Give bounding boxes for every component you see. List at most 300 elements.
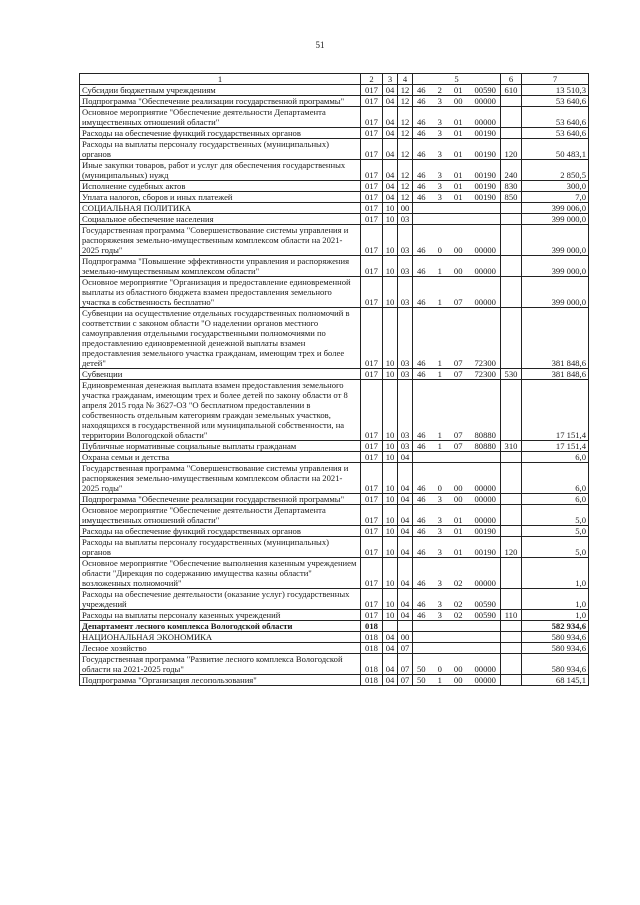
item-name-cell: Расходы на выплаты персоналу государственных (муниципальных) органов xyxy=(80,537,361,558)
target-article-cell xyxy=(413,654,501,675)
department-code-cell: 017 xyxy=(361,505,383,526)
department-code-cell: 017 xyxy=(361,526,383,537)
target-article-cell xyxy=(413,675,501,686)
target-article-cell xyxy=(413,558,501,589)
department-code-cell: 017 xyxy=(361,139,383,160)
target-article-part: 07 xyxy=(453,297,463,307)
expense-type-cell xyxy=(501,277,522,308)
amount-cell: 68 145,1 xyxy=(522,675,589,686)
subsection-code-cell: 03 xyxy=(398,277,413,308)
table-row xyxy=(80,589,589,610)
target-article-part: 46 xyxy=(417,430,426,440)
target-article-part: 3 xyxy=(437,494,442,504)
table-header-row xyxy=(80,74,589,85)
table-row xyxy=(80,96,589,107)
target-article-cell xyxy=(413,537,501,558)
target-article-part: 0 xyxy=(437,664,442,674)
expense-type-cell xyxy=(501,526,522,537)
target-article-part: 46 xyxy=(417,441,426,451)
target-article-code xyxy=(415,149,498,159)
table-row xyxy=(80,85,589,96)
target-article-cell xyxy=(413,139,501,160)
target-article-part: 00000 xyxy=(474,266,496,276)
target-article-cell xyxy=(413,96,501,107)
target-article-cell xyxy=(413,192,501,203)
target-article-cell xyxy=(413,494,501,505)
amount-cell: 580 934,6 xyxy=(522,654,589,675)
target-article-cell xyxy=(413,256,501,277)
subsection-code-cell: 12 xyxy=(398,181,413,192)
target-article-cell xyxy=(413,589,501,610)
target-article-part: 46 xyxy=(417,526,426,536)
target-article-cell xyxy=(413,128,501,139)
target-article-code xyxy=(415,515,498,525)
expense-type-cell xyxy=(501,128,522,139)
section-code-cell: 10 xyxy=(383,369,398,380)
amount-cell: 6,0 xyxy=(522,463,589,494)
target-article-part: 01 xyxy=(453,547,463,557)
item-name-cell: Субвенции на осуществление отдельных государственных полномочий в соответствии с законом области "О наделении органов местного самоуправления отдельными государственными полномочиями по предоставлению единовременной денежной выплаты взамен предоставления земельного участка гражданам, имеющим трех и более детей" xyxy=(80,308,361,369)
target-article-code xyxy=(415,369,498,379)
target-article-part: 46 xyxy=(417,128,426,138)
subsection-code-cell xyxy=(398,621,413,632)
expense-type-cell: 830 xyxy=(501,181,522,192)
target-article-part: 46 xyxy=(417,515,426,525)
target-article-part: 0 xyxy=(437,245,442,255)
amount-cell: 1,0 xyxy=(522,558,589,589)
target-article-part: 3 xyxy=(437,599,442,609)
item-name-cell: Основное мероприятие "Обеспечение деятельности Департамента имущественных отношений области" xyxy=(80,107,361,128)
expense-type-cell xyxy=(501,558,522,589)
target-article-part: 46 xyxy=(417,117,426,127)
expense-type-cell xyxy=(501,654,522,675)
target-article-cell xyxy=(413,380,501,441)
table-row xyxy=(80,505,589,526)
subsection-code-cell: 04 xyxy=(398,558,413,589)
column-header: 4 xyxy=(398,74,413,85)
table-row xyxy=(80,463,589,494)
target-article-part: 3 xyxy=(437,117,442,127)
subsection-code-cell: 04 xyxy=(398,494,413,505)
target-article-part: 46 xyxy=(417,494,426,504)
target-article-part: 01 xyxy=(453,117,463,127)
subsection-code-cell: 04 xyxy=(398,463,413,494)
target-article-code xyxy=(415,664,498,674)
amount-cell: 7,0 xyxy=(522,192,589,203)
subsection-code-cell: 03 xyxy=(398,256,413,277)
amount-cell: 381 848,6 xyxy=(522,308,589,369)
section-code-cell: 10 xyxy=(383,225,398,256)
item-name-cell: Основное мероприятие "Обеспечение деятельности Департамента имущественных отношений области" xyxy=(80,505,361,526)
target-article-part: 46 xyxy=(417,358,426,368)
target-article-part: 0 xyxy=(437,483,442,493)
section-code-cell: 10 xyxy=(383,452,398,463)
item-name-cell: Единовременная денежная выплата взамен предоставления земельного участка гражданам, имеющим трех и более детей по закону области от 8 апреля 2015 года № 3627-ОЗ "О бесплатном предоставлении в собственность отдельным категориям граждан земельных участков, находящихся в государственной или муниципальной собственности, на территории Вологодской области" xyxy=(80,380,361,441)
expense-type-cell xyxy=(501,632,522,643)
target-article-part: 46 xyxy=(417,181,426,191)
table-row xyxy=(80,139,589,160)
subsection-code-cell: 12 xyxy=(398,85,413,96)
section-code-cell: 10 xyxy=(383,610,398,621)
table-row xyxy=(80,128,589,139)
amount-cell: 53 640,6 xyxy=(522,107,589,128)
department-code-cell: 018 xyxy=(361,643,383,654)
target-article-part: 00000 xyxy=(474,578,496,588)
target-article-part: 00000 xyxy=(474,494,496,504)
target-article-part: 2 xyxy=(437,85,442,95)
target-article-part: 07 xyxy=(453,358,463,368)
item-name-cell: Субвенции xyxy=(80,369,361,380)
target-article-code xyxy=(415,483,498,493)
target-article-part: 00 xyxy=(453,664,463,674)
target-article-part: 00590 xyxy=(474,599,496,609)
target-article-part: 00190 xyxy=(474,547,496,557)
amount-cell: 6,0 xyxy=(522,494,589,505)
subsection-code-cell: 00 xyxy=(398,632,413,643)
target-article-part: 07 xyxy=(453,369,463,379)
target-article-cell xyxy=(413,203,501,214)
expense-type-cell: 120 xyxy=(501,139,522,160)
table-row xyxy=(80,369,589,380)
expense-type-cell: 240 xyxy=(501,160,522,181)
subsection-code-cell: 04 xyxy=(398,537,413,558)
subsection-code-cell: 04 xyxy=(398,610,413,621)
target-article-part: 50 xyxy=(417,664,426,674)
subsection-code-cell: 04 xyxy=(398,452,413,463)
section-code-cell: 04 xyxy=(383,192,398,203)
table-row xyxy=(80,160,589,181)
table-row xyxy=(80,643,589,654)
subsection-code-cell: 12 xyxy=(398,107,413,128)
target-article-cell xyxy=(413,181,501,192)
budget-table xyxy=(79,73,589,686)
target-article-part: 1 xyxy=(437,430,442,440)
target-article-cell xyxy=(413,526,501,537)
item-name-cell: Государственная программа "Совершенствование системы управления и распоряжения земельно-имущественным комплексом области на 2021-2025 годы" xyxy=(80,225,361,256)
section-code-cell xyxy=(383,621,398,632)
target-article-part: 00 xyxy=(453,483,463,493)
target-article-part: 02 xyxy=(453,578,463,588)
target-article-part: 1 xyxy=(437,675,442,685)
amount-cell: 17 151,4 xyxy=(522,441,589,452)
expense-type-cell xyxy=(501,380,522,441)
department-code-cell: 017 xyxy=(361,192,383,203)
target-article-part: 46 xyxy=(417,610,426,620)
target-article-part: 01 xyxy=(453,149,463,159)
target-article-part: 00190 xyxy=(474,149,496,159)
subsection-code-cell: 07 xyxy=(398,675,413,686)
section-code-cell: 10 xyxy=(383,494,398,505)
department-code-cell: 017 xyxy=(361,160,383,181)
target-article-part: 3 xyxy=(437,192,442,202)
subsection-code-cell: 04 xyxy=(398,505,413,526)
item-name-cell: Исполнение судебных актов xyxy=(80,181,361,192)
department-code-cell: 018 xyxy=(361,621,383,632)
target-article-part: 00190 xyxy=(474,170,496,180)
target-article-part: 3 xyxy=(437,149,442,159)
target-article-code xyxy=(415,128,498,138)
amount-cell: 399 006,0 xyxy=(522,203,589,214)
table-row xyxy=(80,675,589,686)
department-code-cell: 017 xyxy=(361,225,383,256)
department-code-cell: 018 xyxy=(361,675,383,686)
target-article-part: 00000 xyxy=(474,483,496,493)
amount-cell: 6,0 xyxy=(522,452,589,463)
department-code-cell: 017 xyxy=(361,537,383,558)
subsection-code-cell: 12 xyxy=(398,128,413,139)
target-article-cell xyxy=(413,463,501,494)
target-article-part: 3 xyxy=(437,526,442,536)
target-article-part: 46 xyxy=(417,96,426,106)
amount-cell: 2 850,5 xyxy=(522,160,589,181)
amount-cell: 53 640,6 xyxy=(522,128,589,139)
target-article-part: 1 xyxy=(437,369,442,379)
amount-cell: 50 483,1 xyxy=(522,139,589,160)
target-article-part: 50 xyxy=(417,675,426,685)
target-article-part: 3 xyxy=(437,515,442,525)
expense-type-cell xyxy=(501,214,522,225)
item-name-cell: Субсидии бюджетным учреждениям xyxy=(80,85,361,96)
target-article-part: 07 xyxy=(453,441,463,451)
table-row xyxy=(80,203,589,214)
amount-cell: 580 934,6 xyxy=(522,632,589,643)
target-article-part: 46 xyxy=(417,547,426,557)
target-article-part: 00000 xyxy=(474,664,496,674)
target-article-part: 01 xyxy=(453,181,463,191)
target-article-part: 00590 xyxy=(474,610,496,620)
item-name-cell: Расходы на обеспечение функций государственных органов xyxy=(80,128,361,139)
target-article-cell xyxy=(413,369,501,380)
target-article-part: 46 xyxy=(417,483,426,493)
target-article-part: 00000 xyxy=(474,117,496,127)
table-row xyxy=(80,654,589,675)
department-code-cell: 017 xyxy=(361,181,383,192)
amount-cell: 399 000,0 xyxy=(522,256,589,277)
target-article-part: 00 xyxy=(453,96,463,106)
target-article-part: 72300 xyxy=(474,369,496,379)
item-name-cell: НАЦИОНАЛЬНАЯ ЭКОНОМИКА xyxy=(80,632,361,643)
subsection-code-cell: 04 xyxy=(398,526,413,537)
expense-type-cell xyxy=(501,225,522,256)
item-name-cell: Государственная программа "Развитие лесного комплекса Вологодской области на 2021-2025 годы" xyxy=(80,654,361,675)
item-name-cell: Иные закупки товаров, работ и услуг для обеспечения государственных (муниципальных) нужд xyxy=(80,160,361,181)
target-article-part: 3 xyxy=(437,578,442,588)
target-article-part: 80880 xyxy=(474,430,496,440)
expense-type-cell xyxy=(501,589,522,610)
amount-cell: 582 934,6 xyxy=(522,621,589,632)
target-article-part: 46 xyxy=(417,85,426,95)
page-number: 51 xyxy=(315,40,325,50)
department-code-cell: 017 xyxy=(361,256,383,277)
target-article-part: 07 xyxy=(453,430,463,440)
column-header: 2 xyxy=(361,74,383,85)
target-article-cell xyxy=(413,277,501,308)
section-code-cell: 04 xyxy=(383,632,398,643)
subsection-code-cell: 03 xyxy=(398,441,413,452)
item-name-cell: Департамент лесного комплекса Вологодской области xyxy=(80,621,361,632)
table-row xyxy=(80,214,589,225)
item-name-cell: Государственная программа "Совершенствование системы управления и распоряжения земельно-имущественным комплексом области на 2021-2025 годы" xyxy=(80,463,361,494)
subsection-code-cell: 00 xyxy=(398,203,413,214)
target-article-part: 3 xyxy=(437,610,442,620)
table-row xyxy=(80,181,589,192)
item-name-cell: Подпрограмма "Обеспечение реализации государственной программы" xyxy=(80,96,361,107)
expense-type-cell xyxy=(501,203,522,214)
target-article-code xyxy=(415,526,498,536)
target-article-part: 46 xyxy=(417,149,426,159)
subsection-code-cell: 12 xyxy=(398,192,413,203)
target-article-part: 1 xyxy=(437,441,442,451)
section-code-cell: 10 xyxy=(383,505,398,526)
amount-cell: 5,0 xyxy=(522,537,589,558)
table-row xyxy=(80,225,589,256)
target-article-part: 1 xyxy=(437,266,442,276)
target-article-cell xyxy=(413,452,501,463)
target-article-part: 01 xyxy=(453,515,463,525)
target-article-part: 01 xyxy=(453,170,463,180)
department-code-cell: 018 xyxy=(361,654,383,675)
table-row xyxy=(80,192,589,203)
target-article-part: 00 xyxy=(453,245,463,255)
amount-cell: 399 000,0 xyxy=(522,277,589,308)
amount-cell: 17 151,4 xyxy=(522,380,589,441)
section-code-cell: 10 xyxy=(383,463,398,494)
target-article-code xyxy=(415,599,498,609)
item-name-cell: Расходы на выплаты персоналу государственных (муниципальных) органов xyxy=(80,139,361,160)
section-code-cell: 10 xyxy=(383,589,398,610)
subsection-code-cell: 04 xyxy=(398,589,413,610)
subsection-code-cell: 07 xyxy=(398,643,413,654)
column-header: 5 xyxy=(413,74,501,85)
amount-cell: 300,0 xyxy=(522,181,589,192)
section-code-cell: 04 xyxy=(383,160,398,181)
target-article-part: 46 xyxy=(417,170,426,180)
section-code-cell: 04 xyxy=(383,654,398,675)
table-row xyxy=(80,256,589,277)
target-article-part: 46 xyxy=(417,245,426,255)
amount-cell: 399 000,0 xyxy=(522,214,589,225)
subsection-code-cell: 12 xyxy=(398,160,413,181)
target-article-part: 00000 xyxy=(474,675,496,685)
column-header: 1 xyxy=(80,74,361,85)
section-code-cell: 04 xyxy=(383,107,398,128)
department-code-cell: 017 xyxy=(361,463,383,494)
section-code-cell: 04 xyxy=(383,128,398,139)
target-article-code xyxy=(415,170,498,180)
item-name-cell: Расходы на выплаты персоналу казенных учреждений xyxy=(80,610,361,621)
expense-type-cell xyxy=(501,107,522,128)
target-article-part: 00 xyxy=(453,494,463,504)
department-code-cell: 017 xyxy=(361,441,383,452)
target-article-cell xyxy=(413,107,501,128)
department-code-cell: 017 xyxy=(361,452,383,463)
target-article-code xyxy=(415,494,498,504)
target-article-code xyxy=(415,430,498,440)
target-article-code xyxy=(415,610,498,620)
target-article-code xyxy=(415,85,498,95)
target-article-cell xyxy=(413,610,501,621)
target-article-part: 3 xyxy=(437,547,442,557)
expense-type-cell xyxy=(501,621,522,632)
item-name-cell: Лесное хозяйство xyxy=(80,643,361,654)
target-article-part: 00590 xyxy=(474,85,496,95)
target-article-part: 00000 xyxy=(474,96,496,106)
target-article-cell xyxy=(413,308,501,369)
amount-cell: 399 000,0 xyxy=(522,225,589,256)
subsection-code-cell: 07 xyxy=(398,654,413,675)
amount-cell: 53 640,6 xyxy=(522,96,589,107)
target-article-cell xyxy=(413,225,501,256)
target-article-code xyxy=(415,441,498,451)
target-article-part: 46 xyxy=(417,578,426,588)
expense-type-cell xyxy=(501,505,522,526)
table-row xyxy=(80,526,589,537)
column-header: 6 xyxy=(501,74,522,85)
amount-cell: 5,0 xyxy=(522,526,589,537)
target-article-part: 01 xyxy=(453,85,463,95)
table-row xyxy=(80,441,589,452)
amount-cell: 381 848,6 xyxy=(522,369,589,380)
target-article-part: 00190 xyxy=(474,128,496,138)
target-article-part: 3 xyxy=(437,128,442,138)
target-article-part: 00190 xyxy=(474,526,496,536)
expense-type-cell: 120 xyxy=(501,537,522,558)
amount-cell: 580 934,6 xyxy=(522,643,589,654)
section-code-cell: 10 xyxy=(383,214,398,225)
department-code-cell: 017 xyxy=(361,277,383,308)
target-article-code xyxy=(415,96,498,106)
item-name-cell: Уплата налогов, сборов и иных платежей xyxy=(80,192,361,203)
target-article-cell xyxy=(413,505,501,526)
subsection-code-cell: 03 xyxy=(398,369,413,380)
section-code-cell: 10 xyxy=(383,308,398,369)
target-article-part: 46 xyxy=(417,266,426,276)
target-article-part: 00 xyxy=(453,675,463,685)
target-article-part: 02 xyxy=(453,599,463,609)
section-code-cell: 10 xyxy=(383,526,398,537)
expense-type-cell: 850 xyxy=(501,192,522,203)
section-code-cell: 04 xyxy=(383,139,398,160)
expense-type-cell xyxy=(501,643,522,654)
expense-type-cell: 530 xyxy=(501,369,522,380)
expense-type-cell: 610 xyxy=(501,85,522,96)
expense-type-cell xyxy=(501,494,522,505)
target-article-cell xyxy=(413,632,501,643)
section-code-cell: 04 xyxy=(383,675,398,686)
subsection-code-cell: 12 xyxy=(398,96,413,107)
target-article-code xyxy=(415,358,498,368)
target-article-cell xyxy=(413,214,501,225)
target-article-code xyxy=(415,547,498,557)
target-article-part: 46 xyxy=(417,369,426,379)
column-header: 7 xyxy=(522,74,589,85)
item-name-cell: Подпрограмма "Обеспечение реализации государственной программы" xyxy=(80,494,361,505)
section-code-cell: 04 xyxy=(383,96,398,107)
expense-type-cell xyxy=(501,256,522,277)
section-code-cell: 10 xyxy=(383,256,398,277)
table-row xyxy=(80,494,589,505)
target-article-part: 01 xyxy=(453,192,463,202)
target-article-part: 00000 xyxy=(474,297,496,307)
target-article-part: 1 xyxy=(437,358,442,368)
item-name-cell: Подпрограмма "Организация лесопользования" xyxy=(80,675,361,686)
department-code-cell: 017 xyxy=(361,308,383,369)
subsection-code-cell: 03 xyxy=(398,308,413,369)
expense-type-cell xyxy=(501,96,522,107)
target-article-part: 00190 xyxy=(474,181,496,191)
department-code-cell: 017 xyxy=(361,203,383,214)
section-code-cell: 04 xyxy=(383,643,398,654)
